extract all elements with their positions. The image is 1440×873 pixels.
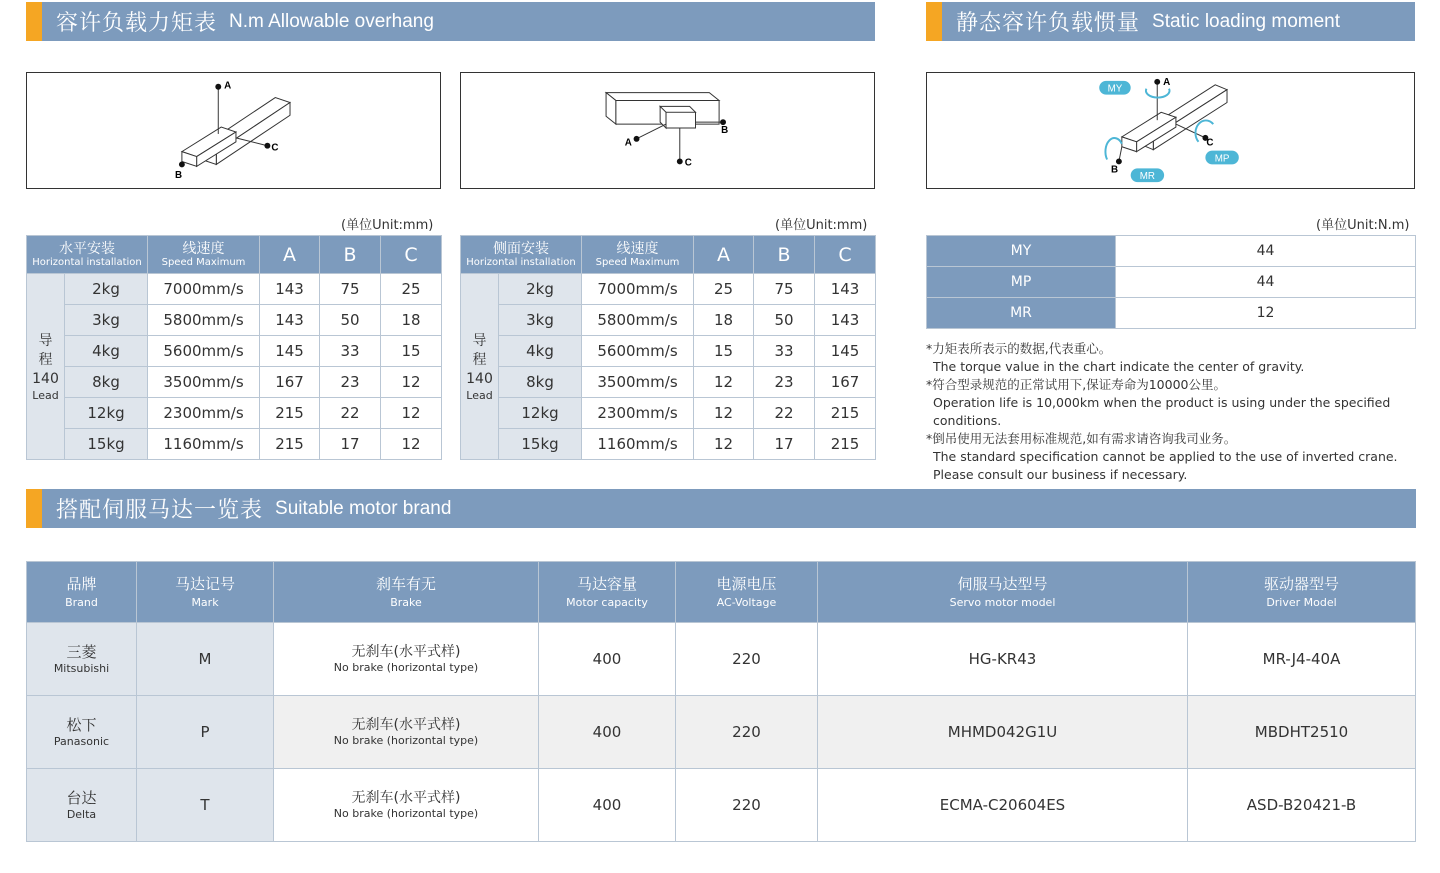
value-c-cell: 12 [381,429,442,460]
value-c-cell: 215 [815,398,876,429]
weight-cell: 8kg [65,367,148,398]
driver-model-cell: MR-J4-40A [1188,623,1416,696]
table-row [27,398,442,429]
label-a: A [1163,76,1171,88]
side-overhang-table [460,235,876,460]
value-b-cell: 33 [754,336,815,367]
section-title-en: Suitable motor brand [275,497,452,519]
value-a-cell: 145 [260,336,320,367]
brake-cell: 无刹车(水平式样) No brake (horizontal type) [274,769,539,842]
moment-value: 44 [1116,236,1416,267]
weight-cell: 3kg [65,305,148,336]
table-row [27,429,442,460]
header-speed: 线速度 Speed Maximum [582,236,694,274]
value-c-cell: 18 [381,305,442,336]
value-c-cell: 143 [815,274,876,305]
servo-model-cell: HG-KR43 [818,623,1188,696]
weight-cell: 15kg [499,429,582,460]
header-brand: 品牌 Brand [27,562,137,623]
unit-label-horizontal: (单位Unit:mm) [341,218,434,233]
label-b: B [721,124,729,136]
unit-label-side: (单位Unit:mm) [775,218,868,233]
speed-cell: 7000mm/s [148,274,260,305]
value-b-cell: 50 [754,305,815,336]
weight-cell: 12kg [65,398,148,429]
value-c-cell: 145 [815,336,876,367]
brand-cell: 松下 Panasonic [27,696,137,769]
value-b-cell: 23 [320,367,381,398]
header-accent [26,2,42,41]
value-b-cell: 75 [320,274,381,305]
label-b: B [1111,164,1119,176]
table-row [27,769,1416,842]
value-c-cell: 12 [381,398,442,429]
label-b: B [175,170,183,182]
value-a-cell: 12 [694,429,754,460]
value-b-cell: 50 [320,305,381,336]
value-a-cell: 215 [260,398,320,429]
table-row [927,267,1416,298]
header-accent [26,489,42,528]
value-c-cell: 15 [381,336,442,367]
section-header-motor [26,489,1416,528]
mark-cell: P [137,696,274,769]
value-b-cell: 22 [320,398,381,429]
weight-cell: 3kg [499,305,582,336]
value-b-cell: 17 [754,429,815,460]
header-install: 侧面安装 Horizontal installation [461,236,582,274]
note-3-zh: *倒吊使用无法套用标准规范,如有需求请咨询我司业务。 [926,431,1237,446]
capacity-cell: 400 [539,623,676,696]
note-1-zh: *力矩表所表示的数据,代表重心。 [926,341,1112,356]
header-a: A [260,236,320,274]
value-b-cell: 22 [754,398,815,429]
speed-cell: 2300mm/s [148,398,260,429]
table-row [461,305,876,336]
section-title-zh: 容许负载力矩表 [56,11,218,36]
servo-model-cell: ECMA-C20604ES [818,769,1188,842]
table-row [461,336,876,367]
notes-block [926,340,1426,484]
header-b: B [754,236,815,274]
note-2-en: Operation life is 10,000km when the product is using under the specified conditions. [933,395,1391,428]
moment-value: 12 [1116,298,1416,329]
value-a-cell: 143 [260,305,320,336]
section-header-overhang [26,2,875,41]
table-row [27,623,1416,696]
weight-cell: 15kg [65,429,148,460]
diagram-static-moment [926,72,1415,189]
section-title-zh: 搭配伺服马达一览表 [56,498,264,523]
table-row [27,305,442,336]
table-row [461,429,876,460]
driver-model-cell: ASD-B20421-B [1188,769,1416,842]
speed-cell: 3500mm/s [582,367,694,398]
weight-cell: 2kg [499,274,582,305]
moment-rail-illustration [927,73,1414,188]
table-row [927,298,1416,329]
value-a-cell: 143 [260,274,320,305]
side-rail-illustration [461,73,874,188]
unit-label-static: (单位Unit:N.m) [1316,218,1410,233]
speed-cell: 7000mm/s [582,274,694,305]
header-mark: 马达记号 Mark [137,562,274,623]
header-a: A [694,236,754,274]
section-title-zh: 静态容许负载惯量 [956,11,1141,36]
value-c-cell: 12 [381,367,442,398]
value-c-cell: 167 [815,367,876,398]
voltage-cell: 220 [676,769,818,842]
weight-cell: 4kg [499,336,582,367]
moment-value: 44 [1116,267,1416,298]
table-row [927,236,1416,267]
badge-mp-text: MP [1214,153,1230,165]
value-c-cell: 215 [815,429,876,460]
mark-cell: T [137,769,274,842]
section-header-moment [926,2,1415,41]
header-c: C [381,236,442,274]
value-a-cell: 12 [694,398,754,429]
speed-cell: 1160mm/s [148,429,260,460]
voltage-cell: 220 [676,696,818,769]
speed-cell: 5600mm/s [148,336,260,367]
speed-cell: 2300mm/s [582,398,694,429]
header-voltage: 电源电压 AC-Voltage [676,562,818,623]
value-b-cell: 33 [320,336,381,367]
mark-cell: M [137,623,274,696]
header-b: B [320,236,381,274]
table-row [27,696,1416,769]
moment-key: MY [927,236,1116,267]
weight-cell: 2kg [65,274,148,305]
horizontal-overhang-table [26,235,442,460]
brand-cell: 台达 Delta [27,769,137,842]
value-c-cell: 25 [381,274,442,305]
note-3-en-1: The standard specification cannot be applied to the use of inverted crane. [933,449,1398,464]
section-title-en: N.m Allowable overhang [229,10,434,32]
driver-model-cell: MBDHT2510 [1188,696,1416,769]
value-c-cell: 143 [815,305,876,336]
capacity-cell: 400 [539,696,676,769]
speed-cell: 5800mm/s [582,305,694,336]
moment-key: MP [927,267,1116,298]
table-row [461,274,876,305]
header-capacity: 马达容量 Motor capacity [539,562,676,623]
moment-key: MR [927,298,1116,329]
header-speed: 线速度 Speed Maximum [148,236,260,274]
speed-cell: 5600mm/s [582,336,694,367]
label-a: A [624,137,632,149]
weight-cell: 4kg [65,336,148,367]
value-a-cell: 215 [260,429,320,460]
value-a-cell: 18 [694,305,754,336]
table-row [27,367,442,398]
badge-my-text: MY [1107,83,1123,95]
speed-cell: 5800mm/s [148,305,260,336]
speed-cell: 1160mm/s [582,429,694,460]
weight-cell: 8kg [499,367,582,398]
speed-cell: 3500mm/s [148,367,260,398]
header-c: C [815,236,876,274]
brand-cell: 三菱 Mitsubishi [27,623,137,696]
header-brake: 刹车有无 Brake [274,562,539,623]
table-row [27,274,442,305]
lead-cell: 导 程 140 Lead [27,274,65,460]
value-a-cell: 15 [694,336,754,367]
section-title-en: Static loading moment [1152,10,1341,32]
note-1-en: The torque value in the chart indicate the center of gravity. [933,359,1305,374]
capacity-cell: 400 [539,769,676,842]
header-driver-model: 驱动器型号 Driver Model [1188,562,1416,623]
brake-cell: 无刹车(水平式样) No brake (horizontal type) [274,623,539,696]
value-b-cell: 23 [754,367,815,398]
value-b-cell: 17 [320,429,381,460]
diagram-side-install [460,72,875,189]
weight-cell: 12kg [499,398,582,429]
value-a-cell: 167 [260,367,320,398]
label-c: C [684,157,692,169]
badge-mr-text: MR [1139,171,1156,183]
header-accent [926,2,942,41]
table-row [27,336,442,367]
static-moment-table [926,235,1416,329]
brake-cell: 无刹车(水平式样) No brake (horizontal type) [274,696,539,769]
horizontal-rail-illustration [27,73,440,188]
label-c: C [271,142,279,154]
table-row [461,398,876,429]
motor-brand-table [26,561,1416,842]
label-a: A [224,80,232,92]
servo-model-cell: MHMD042G1U [818,696,1188,769]
label-c: C [1206,137,1214,149]
value-a-cell: 12 [694,367,754,398]
table-row [461,367,876,398]
header-servo-model: 伺服马达型号 Servo motor model [818,562,1188,623]
diagram-horizontal-install [26,72,441,189]
header-install: 水平安装 Horizontal installation [27,236,148,274]
voltage-cell: 220 [676,623,818,696]
lead-cell: 导 程 140 Lead [461,274,499,460]
note-2-zh: *符合型录规范的正常试用下,保证寿命为10000公里。 [926,377,1226,392]
value-b-cell: 75 [754,274,815,305]
note-3-en-2: Please consult our business if necessary. [933,467,1188,482]
value-a-cell: 25 [694,274,754,305]
